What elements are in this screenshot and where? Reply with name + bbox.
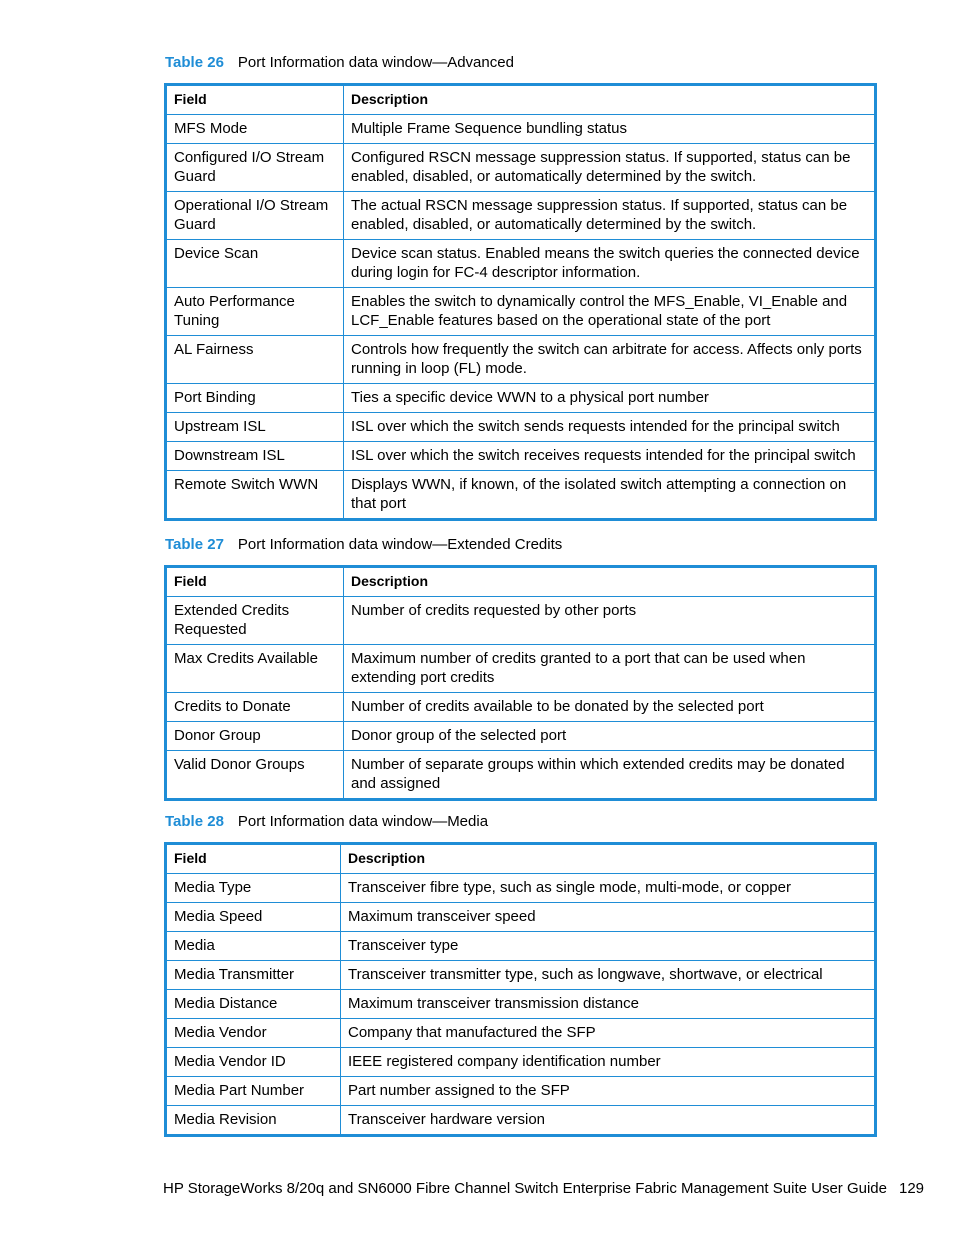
field-cell: Media Transmitter [166, 961, 341, 990]
field-cell: Operational I/O Stream Guard [166, 192, 344, 240]
description-cell: Donor group of the selected port [344, 722, 876, 751]
field-cell: Media Vendor ID [166, 1048, 341, 1077]
description-cell: Maximum transceiver speed [341, 903, 876, 932]
table-header-row [166, 567, 876, 597]
table-26-number: Table 26 [165, 54, 224, 71]
table-27-body [166, 597, 876, 800]
field-cell: AL Fairness [166, 336, 344, 384]
column-header-field: Field [166, 844, 341, 874]
field-cell: Downstream ISL [166, 442, 344, 471]
table-row [166, 722, 876, 751]
table-27-title: Port Information data window—Extended Credits [237, 536, 563, 553]
page-number: 129 [898, 1180, 925, 1197]
table-28-body [166, 874, 876, 1136]
table-row [166, 115, 876, 144]
table-row [166, 1106, 876, 1136]
field-cell: Valid Donor Groups [166, 751, 344, 800]
table-27-caption [165, 536, 562, 554]
column-header-field: Field [166, 567, 344, 597]
table-28 [164, 842, 877, 1137]
table-row [166, 645, 876, 693]
description-cell: Transceiver transmitter type, such as longwave, shortwave, or electrical [341, 961, 876, 990]
table-row [166, 597, 876, 645]
field-cell: Auto Performance Tuning [166, 288, 344, 336]
description-cell: Device scan status. Enabled means the switch queries the connected device during login for FC-4 descriptor information. [344, 240, 876, 288]
field-cell: Extended Credits Requested [166, 597, 344, 645]
field-cell: Max Credits Available [166, 645, 344, 693]
table-row [166, 903, 876, 932]
field-cell: Credits to Donate [166, 693, 344, 722]
table-row [166, 693, 876, 722]
table-header-row [166, 844, 876, 874]
table-row [166, 288, 876, 336]
field-cell: Media Speed [166, 903, 341, 932]
field-cell: Device Scan [166, 240, 344, 288]
table-row [166, 384, 876, 413]
field-cell: Upstream ISL [166, 413, 344, 442]
description-cell: Transceiver type [341, 932, 876, 961]
field-cell: Configured I/O Stream Guard [166, 144, 344, 192]
table-row [166, 1048, 876, 1077]
description-cell: Configured RSCN message suppression status. If supported, status can be enabled, disabled, or automatically determined by the switch. [344, 144, 876, 192]
table-26-body [166, 115, 876, 520]
column-header-description: Description [344, 567, 876, 597]
description-cell: ISL over which the switch receives requests intended for the principal switch [344, 442, 876, 471]
table-28-caption [165, 813, 488, 831]
field-cell: MFS Mode [166, 115, 344, 144]
table-row [166, 1077, 876, 1106]
description-cell: Displays WWN, if known, of the isolated switch attempting a connection on that port [344, 471, 876, 520]
description-cell: Number of credits available to be donated by the selected port [344, 693, 876, 722]
table-row [166, 932, 876, 961]
description-cell: Number of separate groups within which extended credits may be donated and assigned [344, 751, 876, 800]
table-row [166, 336, 876, 384]
table-row [166, 961, 876, 990]
table-row [166, 471, 876, 520]
table-row [166, 240, 876, 288]
table-row [166, 442, 876, 471]
column-header-description: Description [344, 85, 876, 115]
table-26 [164, 83, 877, 521]
description-cell: Transceiver fibre type, such as single mode, multi-mode, or copper [341, 874, 876, 903]
description-cell: Company that manufactured the SFP [341, 1019, 876, 1048]
field-cell: Media Type [166, 874, 341, 903]
description-cell: ISL over which the switch sends requests intended for the principal switch [344, 413, 876, 442]
column-header-description: Description [341, 844, 876, 874]
table-row [166, 874, 876, 903]
table-row [166, 751, 876, 800]
table-row [166, 192, 876, 240]
description-cell: Multiple Frame Sequence bundling status [344, 115, 876, 144]
table-28-number: Table 28 [165, 813, 224, 830]
description-cell: Enables the switch to dynamically control the MFS_Enable, VI_Enable and LCF_Enable features based on the operational state of the port [344, 288, 876, 336]
footer-title: HP StorageWorks 8/20q and SN6000 Fibre Channel Switch Enterprise Fabric Management Suite User Guide [163, 1180, 887, 1197]
column-header-field: Field [166, 85, 344, 115]
field-cell: Media Revision [166, 1106, 341, 1136]
description-cell: Maximum transceiver transmission distance [341, 990, 876, 1019]
field-cell: Remote Switch WWN [166, 471, 344, 520]
description-cell: Number of credits requested by other ports [344, 597, 876, 645]
description-cell: Controls how frequently the switch can arbitrate for access. Affects only ports running in loop (FL) mode. [344, 336, 876, 384]
field-cell: Media Part Number [166, 1077, 341, 1106]
description-cell: The actual RSCN message suppression status. If supported, status can be enabled, disabled, or automatically determined by the switch. [344, 192, 876, 240]
table-row [166, 1019, 876, 1048]
field-cell: Donor Group [166, 722, 344, 751]
table-row [166, 990, 876, 1019]
field-cell: Media [166, 932, 341, 961]
table-27-number: Table 27 [165, 536, 224, 553]
table-28-title: Port Information data window—Media [237, 813, 489, 830]
description-cell: Maximum number of credits granted to a port that can be used when extending port credits [344, 645, 876, 693]
table-row [166, 144, 876, 192]
table-27 [164, 565, 877, 801]
field-cell: Media Distance [166, 990, 341, 1019]
table-26-caption [165, 54, 514, 72]
description-cell: Part number assigned to the SFP [341, 1077, 876, 1106]
table-row [166, 413, 876, 442]
table-header-row [166, 85, 876, 115]
field-cell: Media Vendor [166, 1019, 341, 1048]
table-26-title: Port Information data window—Advanced [237, 54, 514, 71]
field-cell: Port Binding [166, 384, 344, 413]
page-footer [163, 1180, 925, 1198]
description-cell: Transceiver hardware version [341, 1106, 876, 1136]
description-cell: Ties a specific device WWN to a physical port number [344, 384, 876, 413]
description-cell: IEEE registered company identification number [341, 1048, 876, 1077]
